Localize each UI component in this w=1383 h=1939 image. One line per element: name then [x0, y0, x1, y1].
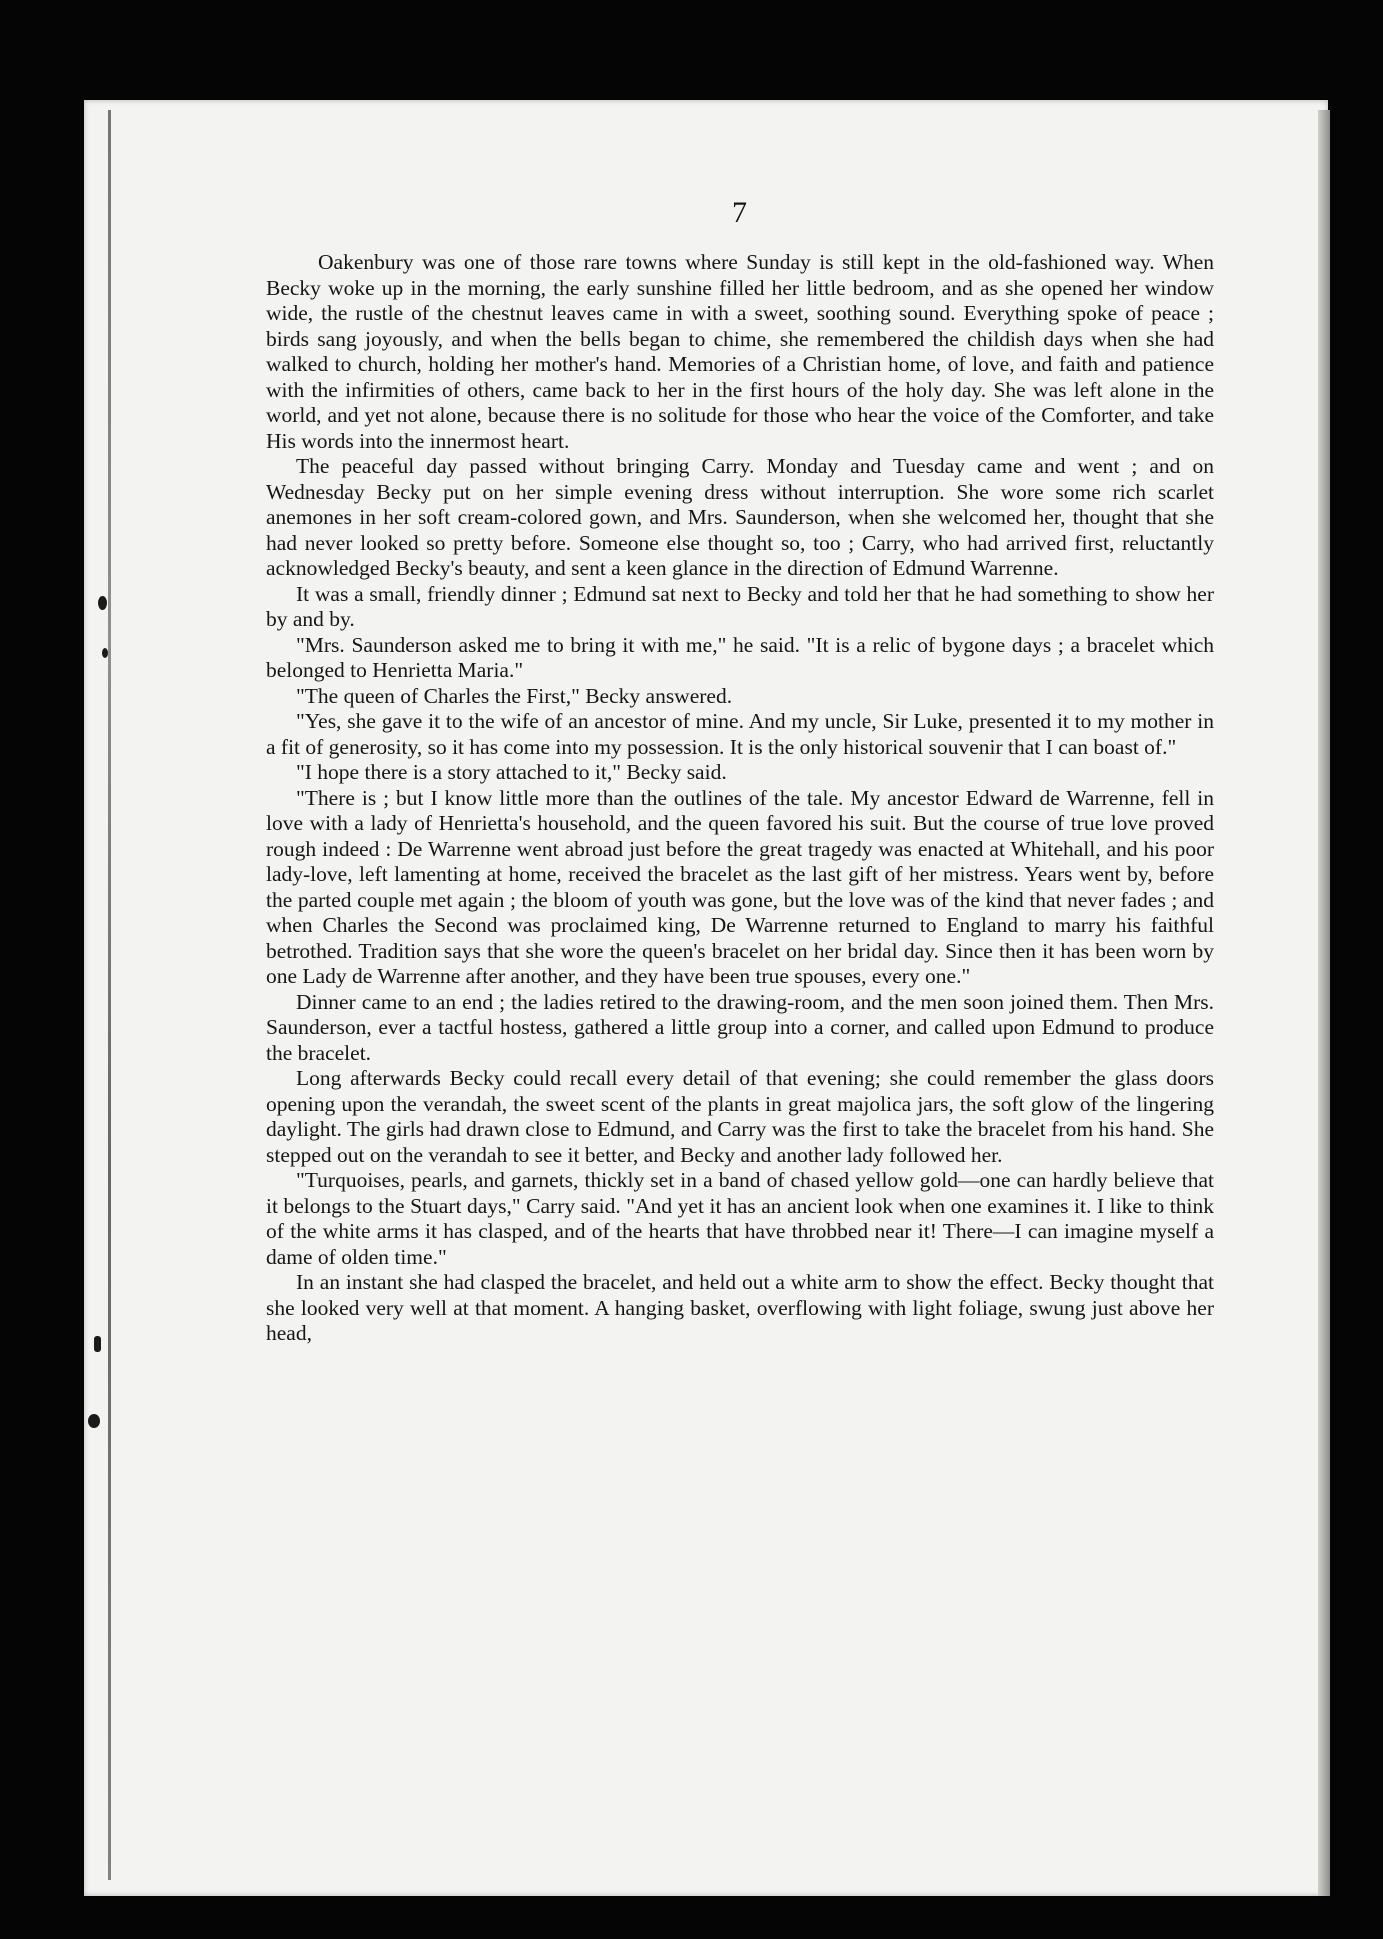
paragraph: "There is ; but I know little more than the outlines of the tale. My ancestor Edward de Warrenne, fell in love with a lady of Henrietta's household, and the queen favored his suit. But the course of true love proved rough indeed : De Warrenne went abroad just before the great tragedy was enacted at Whitehall, and his poor lady-love, left lamenting at home, received the bracelet as the last gift of her mistress. Years went by, before the parted couple met again ; the bloom of youth was gone, but the love was of the kind that never fades ; and when Charles the Second was proclaimed king, De Warrenne returned to England to marry his faithful betrothed. Tradition says that she wore the queen's bracelet on her bridal day. Since then it has been worn by one Lady de Warrenne after another, and they have been true spouses, every one."	[266, 785, 1214, 988]
page-number: 7	[732, 196, 747, 229]
margin-mark	[98, 596, 107, 610]
paragraph: "Mrs. Saunderson asked me to bring it with me," he said. "It is a relic of bygone days ; a bracelet which belonged to Henrietta Maria."	[266, 632, 1214, 682]
paragraph: "Turquoises, pearls, and garnets, thickly set in a band of chased yellow gold—one can hardly believe that it belongs to the Stuart days," Carry said. "And yet it has an ancient look when one examines it. I like to think of the white arms it has clasped, and of the hearts that have throbbed near it! There—I can imagine myself a dame of olden time."	[266, 1168, 1214, 1269]
binding-line	[108, 110, 111, 1880]
paragraph: "The queen of Charles the First," Becky answered.	[296, 683, 733, 708]
paragraph: Oakenbury was one of those rare towns where Sunday is still kept in the old-fashioned way. When Becky woke up in the morning, the early sunshine filled her little bedroom, and as she opened her window wide, the rustle of the chestnut leaves came in with a sweet, soothing sound. Everything spoke of peace ; birds sang joyously, and when the bells began to chime, she remembered the childish days when she had walked to church, holding her mother's hand. Memories of a Christian home, of love, and faith and patience with the infirmities of others, came back to her in the first hours of the holy day. She was left alone in the world, and yet not alone, because there is no solitude for those who hear the voice of the Comforter, and take His words into the innermost heart.	[266, 250, 1214, 453]
paragraph: "Yes, she gave it to the wife of an ancestor of mine. And my uncle, Sir Luke, presented it to my mother in a fit of generosity, so it has come into my possession. It is the only historical souvenir that I can boast of."	[266, 709, 1214, 759]
margin-mark	[94, 1336, 101, 1352]
page-edge	[1318, 110, 1330, 1896]
paragraph: In an instant she had clasped the bracelet, and held out a white arm to show the effect. Becky thought that she looked very well at that moment. A hanging basket, overflowing with light foliage, swung just above her head,	[266, 1270, 1214, 1345]
paragraph: It was a small, friendly dinner ; Edmund sat next to Becky and told her that he had something to show her by and by.	[266, 581, 1214, 631]
paragraph: Long afterwards Becky could recall every detail of that evening; she could remember the glass doors opening upon the verandah, the sweet scent of the plants in great majolica jars, the soft glow of the lingering daylight. The girls had drawn close to Edmund, and Carry was the first to take the bracelet from his hand. She stepped out on the verandah to see it better, and Becky and another lady followed her.	[266, 1066, 1214, 1167]
paragraph: Dinner came to an end ; the ladies retired to the drawing-room, and the men soon joined them. Then Mrs. Saunderson, ever a tactful hostess, gathered a little group into a corner, and called upon Edmund to produce the bracelet.	[266, 989, 1214, 1065]
paragraph: The peaceful day passed without bringing Carry. Monday and Tuesday came and went ; and on Wednesday Becky put on her simple evening dress without interruption. She wore some rich scarlet anemones in her soft cream-colored gown, and Mrs. Saunderson, when she welcomed her, thought that she had never looked so pretty before. Someone else thought so, too ; Carry, who had arrived first, reluctantly acknowledged Becky's beauty, and sent a keen glance in the direction of Edmund Warrenne.	[266, 454, 1214, 580]
margin-mark	[102, 648, 108, 658]
margin-mark	[88, 1414, 100, 1428]
paragraph: "I hope there is a story attached to it," Becky said.	[296, 760, 727, 784]
body-text	[266, 250, 1214, 1347]
